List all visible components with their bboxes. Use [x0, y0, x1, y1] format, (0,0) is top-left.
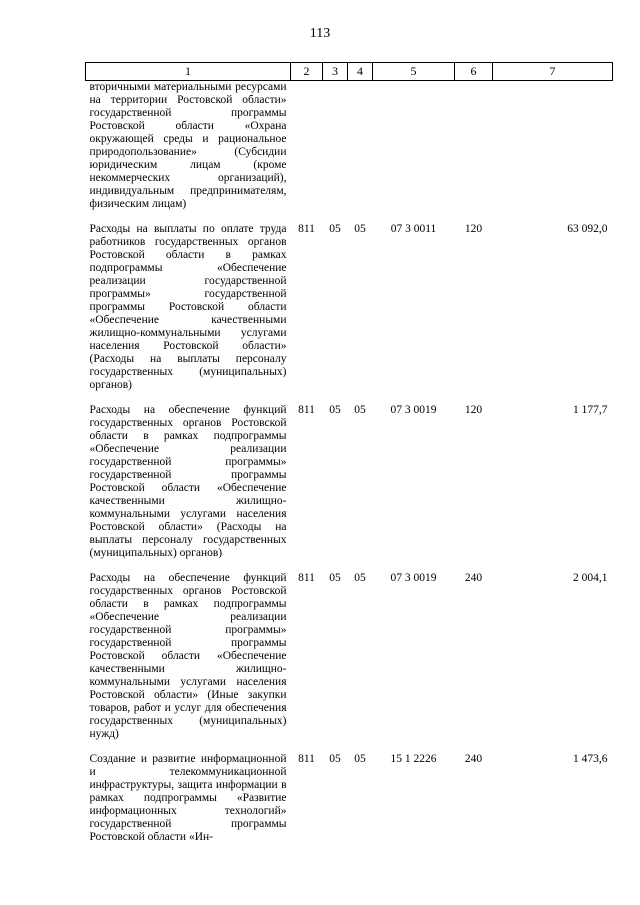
- row-subsection: 05: [354, 572, 366, 584]
- row-description: Расходы на обеспечение функций государственных органов Ростовской области в рамках подпрограммы «Обеспечение реализации государственной программы» государственной программы Ростовской области «Обеспечение качественными жилищно-коммунальными услугами населения Ростовской области» (Иные закупки товаров, работ и услуг для обеспечения государственных (муниципальных) нужд): [89, 572, 287, 740]
- row-subsection: 05: [354, 404, 366, 416]
- row-subsection: 05: [354, 223, 366, 235]
- row-ministry-code: 811: [298, 753, 315, 765]
- table-row: [86, 562, 613, 743]
- row-description: Расходы на обеспечение функций государственных органов Ростовской области в рамках подпрограммы «Обеспечение реализации государственной программы» государственной программы Ростовской области «Обеспечение качественными жилищно-коммунальными услугами населения Ростовской области» (Расходы на выплаты персоналу государственных (муниципальных) органов): [89, 404, 287, 559]
- row-target-article: [373, 81, 455, 214]
- row-amount: 1 473,6: [573, 753, 608, 765]
- row-subsection: [348, 81, 373, 214]
- row-ministry-code: [291, 81, 323, 214]
- row-target-article: 07 3 0019: [390, 572, 437, 584]
- row-target-article: 07 3 0019: [390, 404, 437, 416]
- row-expense-type: 120: [464, 404, 483, 416]
- row-ministry-code: 811: [298, 223, 315, 235]
- row-section: 05: [329, 572, 341, 584]
- row-section: 05: [329, 753, 341, 765]
- column-header-5: 5: [373, 63, 455, 81]
- row-section: [323, 81, 348, 214]
- row-description: вторичными материальными ресурсами на территории Ростовской области» государственной программы Ростовской области «Охрана окружающей среды и рациональное природопользование» (Субсидии юридическим лицам (кроме некоммерческих организаций), индивидуальным предпринимателям, физическим лицам): [89, 81, 287, 210]
- row-amount: 2 004,1: [573, 572, 608, 584]
- table-row: [86, 213, 613, 394]
- row-section: 05: [329, 223, 341, 235]
- column-header-6: 6: [455, 63, 493, 81]
- table-header-row: [86, 63, 613, 81]
- row-section: 05: [329, 404, 341, 416]
- column-header-3: 3: [323, 63, 348, 81]
- row-subsection: 05: [354, 753, 366, 765]
- column-header-4: 4: [348, 63, 373, 81]
- row-description: Создание и развитие информационной и телекоммуникационной инфраструктуры, защита информации в рамках подпрограммы «Развитие информационных технологий» государственной программы Ростовской области «Ин-: [89, 753, 287, 843]
- row-ministry-code: 811: [298, 572, 315, 584]
- row-amount: [493, 81, 613, 214]
- row-expense-type: 120: [464, 223, 483, 235]
- row-ministry-code: 811: [298, 404, 315, 416]
- column-header-7: 7: [493, 63, 613, 81]
- row-target-article: 15 1 2226: [390, 753, 437, 765]
- row-expense-type: 240: [464, 753, 483, 765]
- row-expense-type: [455, 81, 493, 214]
- column-header-2: 2: [291, 63, 323, 81]
- row-description: Расходы на выплаты по оплате труда работников государственных органов Ростовской области в рамках подпрограммы «Обеспечение реализации государственной программы» государственной программы Ростовской области «Обеспечение качественными жилищно-коммунальными услугами населения Ростовской области» (Расходы на выплаты персоналу государственных (муниципальных) органов): [89, 223, 287, 391]
- row-amount: 1 177,7: [573, 404, 608, 416]
- table-row: [86, 743, 613, 846]
- table-row: [86, 81, 613, 214]
- row-amount: 63 092,0: [567, 223, 608, 235]
- page-number: 113: [309, 26, 331, 41]
- budget-table: [85, 62, 613, 846]
- table-row: [86, 394, 613, 562]
- row-target-article: 07 3 0011: [390, 223, 437, 235]
- row-expense-type: 240: [464, 572, 483, 584]
- column-header-1: 1: [86, 63, 291, 81]
